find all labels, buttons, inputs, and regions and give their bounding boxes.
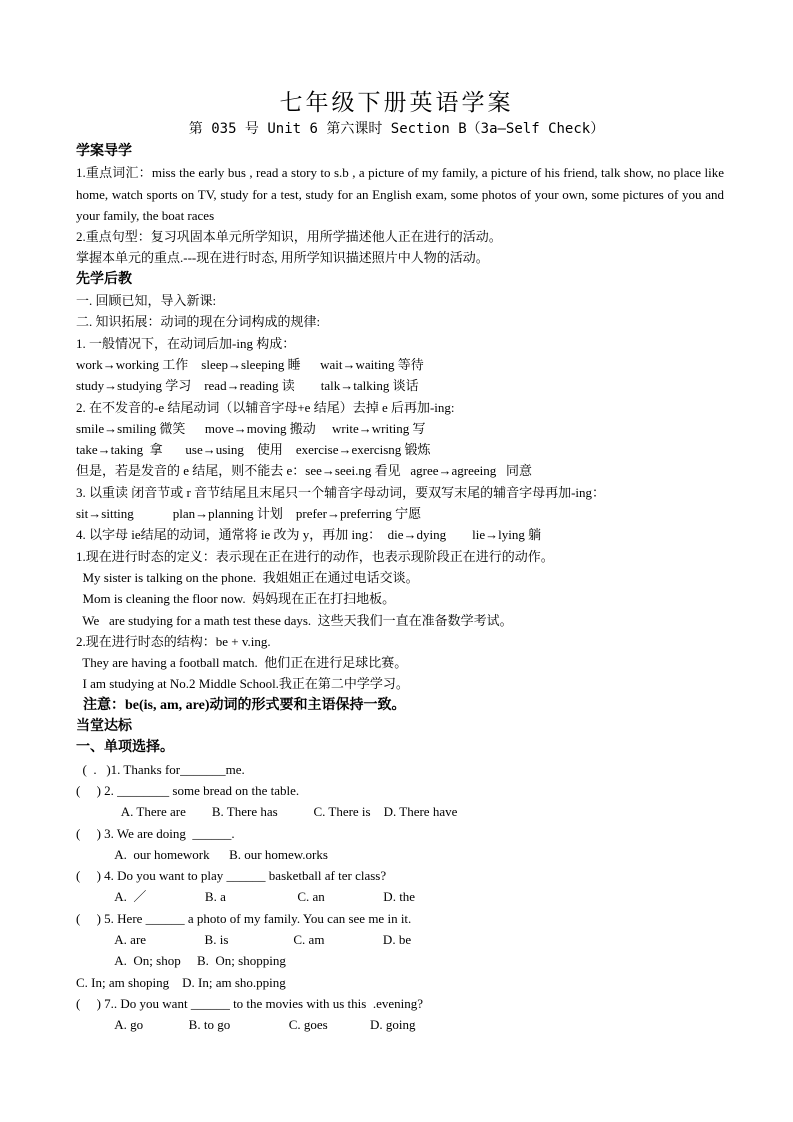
section-heading: 一、单项选择。	[76, 740, 174, 756]
text-line: We are studying for a math test these days. 这些天我们一直在准备数学考试。	[76, 612, 513, 628]
text-line: 2.现在进行时态的结构：be + v.ing.	[76, 633, 271, 649]
text-line: 二. 知识拓展：动词的现在分词构成的规律:	[76, 314, 321, 330]
text-line: A. ／ B. a C. an D. the	[76, 889, 416, 905]
section-heading: 注意：be(is, am, are)动词的形式要和主语保持一致。	[76, 697, 406, 713]
section-heading: 先学后教	[76, 271, 132, 287]
text-line: ( ) 4. Do you want to play ______ basketball af ter class?	[76, 868, 387, 884]
text-line: ( ) 3. We are doing ______.	[76, 825, 235, 841]
page-title: 七年级下册英语学案	[279, 90, 514, 115]
text-line: 2.重点句型：复习巩固本单元所学知识，用所学描述他人正在进行的活动。	[76, 229, 502, 245]
text-line: 但是，若是发音的 e 结尾，则不能去 e：see→seei.ng 看见 agree→agreeing 同意	[76, 463, 532, 479]
text-line: ( ) 2. ________ some bread on the table.	[76, 782, 300, 798]
document-body	[76, 141, 724, 1035]
text-line: ( ) 7.. Do you want ______ to the movies with us this .evening?	[76, 995, 423, 1011]
text-line: take→taking 拿 use→using 使用 exercise→exercisng 锻炼	[76, 442, 431, 458]
text-line: 1.现在进行时态的定义：表示现在正在进行的动作，也表示现阶段正在进行的动作。	[76, 548, 554, 564]
text-line: 1. 一般情况下，在动词后加-ing 构成：	[76, 335, 296, 351]
text-line: 2. 在不发音的-e 结尾动词（以辅音字母+e 结尾）去掉 e 后再加-ing:	[76, 399, 455, 415]
text-line: I am studying at No.2 Middle School.我正在第二中学学习。	[76, 676, 409, 692]
text-line: 4. 以字母 ie结尾的动词，通常将 ie 改为 y，再加 ing： die→dying lie→lying 躺	[76, 527, 542, 543]
text-line: 掌握本单元的重点.---现在进行时态, 用所学知识描述照片中人物的活动。	[76, 250, 489, 266]
text-line: Mom is cleaning the floor now. 妈妈现在正在打扫地板。	[76, 591, 396, 607]
text-line: ( . )1. Thanks for_______me.	[76, 761, 245, 777]
text-line: A. go B. to go C. goes D. going	[76, 1017, 416, 1033]
text-line: 3. 以重读 闭音节或 r 音节结尾且末尾只一个辅音字母动词，要双写末尾的辅音字母再加-ing：	[76, 484, 606, 500]
text-line: 1.重点词汇：miss the early bus , read a story to s.b , a picture of my family, a picture of his friend, talk show, no place like home, watch sports on TV, study for a test, study for an English exam, some photos of your own, some pictures of you and your family, the boat races	[76, 165, 724, 223]
text-line: A. There are B. There has C. There is D. There have	[76, 804, 458, 820]
text-line: My sister is talking on the phone. 我姐姐正在通过电话交谈。	[76, 569, 419, 585]
text-line: A. our homework B. our homew.orks	[76, 846, 328, 862]
page-subtitle: 第 035 号 Unit 6 第六课时 Section B（3a—Self Check）	[188, 121, 605, 137]
text-line: A. are B. is C. am D. be	[76, 931, 412, 947]
text-line: 一. 回顾已知，导入新课:	[76, 293, 217, 309]
text-line: They are having a football match. 他们正在进行足球比赛。	[76, 655, 408, 671]
text-line: A. On; shop B. On; shopping	[76, 953, 286, 969]
section-heading: 学案导学	[76, 144, 132, 159]
text-line: work→working 工作 sleep→sleeping 睡 wait→waiting 等待	[76, 356, 424, 372]
text-line: smile→smiling 微笑 move→moving 搬动 write→writing 写	[76, 420, 426, 436]
text-line: sit→sitting plan→planning 计划 prefer→preferring 宁愿	[76, 506, 422, 522]
section-heading: 当堂达标	[76, 719, 132, 735]
text-line: C. In; am shoping D. In; am sho.pping	[76, 974, 286, 990]
text-line: study→studying 学习 read→reading 读 talk→talking 谈话	[76, 378, 419, 394]
text-line: ( ) 5. Here ______ a photo of my family. You can see me in it.	[76, 910, 412, 926]
